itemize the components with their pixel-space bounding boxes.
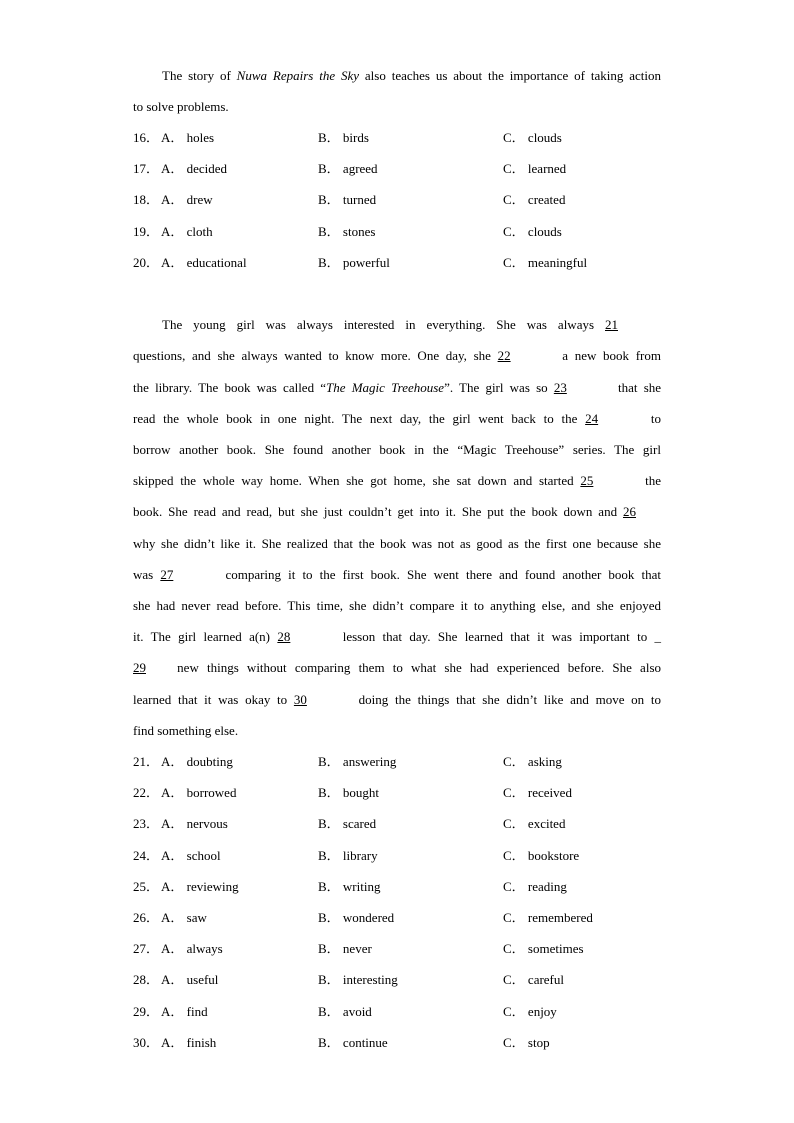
question-22-options	[133, 785, 661, 801]
blank-28[interactable]: 28	[277, 629, 291, 644]
option-c[interactable]: C． bookstore	[503, 848, 580, 863]
passage2-line12: 29 new things without comparing them to what she had experienced before. She also	[133, 660, 662, 675]
option-b[interactable]: B． scared	[318, 816, 377, 831]
option-a[interactable]: A． reviewing	[161, 879, 239, 894]
option-a[interactable]: A． always	[161, 941, 223, 956]
question-21-options	[133, 754, 661, 770]
passage2-line5: borrow another book. She found another book in the “Magic Treehouse” series. The girl	[133, 442, 661, 457]
book-title: The Magic Treehouse	[326, 380, 445, 395]
option-c[interactable]: C． clouds	[503, 130, 562, 145]
blank-29[interactable]: 29	[133, 660, 146, 675]
passage2-line6: skipped the whole way home. When she got home, she sat down and started 25 the	[133, 473, 662, 488]
option-b[interactable]: B． powerful	[318, 255, 390, 270]
passage2-line13: learned that it was okay to 30 doing the things that she didn’t like and move on to	[133, 692, 662, 707]
option-c[interactable]: C． meaningful	[503, 255, 588, 270]
blank-30[interactable]: 30	[293, 692, 307, 707]
question-number: 28．	[133, 972, 160, 987]
option-b[interactable]: B． answering	[318, 754, 397, 769]
option-b[interactable]: B． avoid	[318, 1004, 372, 1019]
question-30-options	[133, 1035, 661, 1051]
passage1-closing-line1: The story of Nuwa Repairs the Sky also teaches us about the importance of taking action	[162, 68, 661, 83]
option-a[interactable]: A． school	[161, 848, 221, 863]
question-number: 16．	[133, 130, 160, 145]
passage2-line10: she had never read before. This time, she didn’t compare it to anything else, and she enjoyed	[133, 598, 661, 613]
question-29-options	[133, 1004, 661, 1020]
option-c[interactable]: C． learned	[503, 161, 567, 176]
passage2-line1: The young girl was always interested in everything. She was always 21	[133, 317, 661, 333]
passage2-line7: book. She read and read, but she just couldn’t get into it. She put the book down and 26	[133, 504, 661, 520]
option-a[interactable]: A． holes	[161, 130, 215, 145]
question-24-options	[133, 848, 661, 864]
question-27-options	[133, 941, 661, 957]
question-20-options	[133, 255, 661, 271]
question-number: 19．	[133, 224, 160, 239]
passage2-line9: was 27 comparing it to the first book. She went there and found another book that	[133, 567, 662, 582]
blank-26[interactable]: 26	[623, 504, 636, 519]
option-b[interactable]: B． wondered	[318, 910, 395, 925]
option-a[interactable]: A． saw	[161, 910, 207, 925]
question-16-options	[133, 130, 661, 146]
passage2-line14: find something else.	[133, 723, 239, 738]
question-18-options	[133, 192, 661, 208]
option-c[interactable]: C． enjoy	[503, 1004, 557, 1019]
option-a[interactable]: A． useful	[161, 972, 219, 987]
question-28-options	[133, 972, 661, 988]
option-a[interactable]: A． find	[161, 1004, 208, 1019]
passage2-line4: read the whole book in one night. The next day, the girl went back to the 24 to	[133, 411, 661, 426]
option-c[interactable]: C． received	[503, 785, 572, 800]
option-b[interactable]: B． stones	[318, 224, 376, 239]
blank-25[interactable]: 25	[580, 473, 594, 488]
question-number: 23．	[133, 816, 160, 831]
blank-23[interactable]: 23	[553, 380, 567, 395]
option-b[interactable]: B． interesting	[318, 972, 398, 987]
question-number: 21．	[133, 754, 160, 769]
option-c[interactable]: C． remembered	[503, 910, 593, 925]
option-a[interactable]: A． cloth	[161, 224, 213, 239]
passage2-line11: it. The girl learned a(n) 28 lesson that day. She learned that it was important to _	[133, 629, 662, 644]
question-number: 22．	[133, 785, 160, 800]
option-c[interactable]: C． stop	[503, 1035, 550, 1050]
option-a[interactable]: A． borrowed	[161, 785, 237, 800]
option-a[interactable]: A． nervous	[161, 816, 228, 831]
passage1-closing-line2: to solve problems.	[133, 99, 229, 114]
option-a[interactable]: A． decided	[161, 161, 228, 176]
option-b[interactable]: B． never	[318, 941, 372, 956]
question-19-options	[133, 224, 661, 240]
question-number: 30．	[133, 1035, 160, 1050]
blank-21[interactable]: 21	[605, 317, 618, 332]
option-a[interactable]: A． drew	[161, 192, 213, 207]
option-c[interactable]: C． reading	[503, 879, 567, 894]
passage2-line2: questions, and she always wanted to know more. One day, she 22 a new book from	[133, 348, 661, 363]
question-number: 18．	[133, 192, 160, 207]
option-c[interactable]: C． asking	[503, 754, 562, 769]
question-25-options	[133, 879, 661, 895]
question-number: 17．	[133, 161, 160, 176]
option-a[interactable]: A． finish	[161, 1035, 217, 1050]
blank-22[interactable]: 22	[497, 348, 511, 363]
option-b[interactable]: B． bought	[318, 785, 380, 800]
passage2-line8: why she didn’t like it. She realized that the book was not as good as the first one because she	[133, 536, 661, 551]
blank-24[interactable]: 24	[585, 411, 599, 426]
option-b[interactable]: B． writing	[318, 879, 381, 894]
option-c[interactable]: C． created	[503, 192, 566, 207]
question-number: 20．	[133, 255, 160, 270]
option-b[interactable]: B． birds	[318, 130, 369, 145]
option-c[interactable]: C． careful	[503, 972, 565, 987]
question-number: 27．	[133, 941, 160, 956]
option-c[interactable]: C． excited	[503, 816, 566, 831]
passage2-line3: the library. The book was called “The Magic Treehouse”. The girl was so 23 that she	[133, 380, 662, 395]
option-a[interactable]: A． doubting	[161, 754, 233, 769]
option-b[interactable]: B． continue	[318, 1035, 388, 1050]
question-number: 24．	[133, 848, 160, 863]
question-17-options	[133, 161, 661, 177]
question-number: 29．	[133, 1004, 160, 1019]
option-c[interactable]: C． sometimes	[503, 941, 584, 956]
story-title: Nuwa Repairs the Sky	[236, 68, 360, 83]
question-number: 26．	[133, 910, 160, 925]
question-23-options	[133, 816, 661, 832]
question-26-options	[133, 910, 661, 926]
option-c[interactable]: C． clouds	[503, 224, 562, 239]
blank-27[interactable]: 27	[160, 567, 174, 582]
option-b[interactable]: B． agreed	[318, 161, 378, 176]
option-b[interactable]: B． library	[318, 848, 378, 863]
option-a[interactable]: A． educational	[161, 255, 247, 270]
option-b[interactable]: B． turned	[318, 192, 377, 207]
question-number: 25．	[133, 879, 160, 894]
